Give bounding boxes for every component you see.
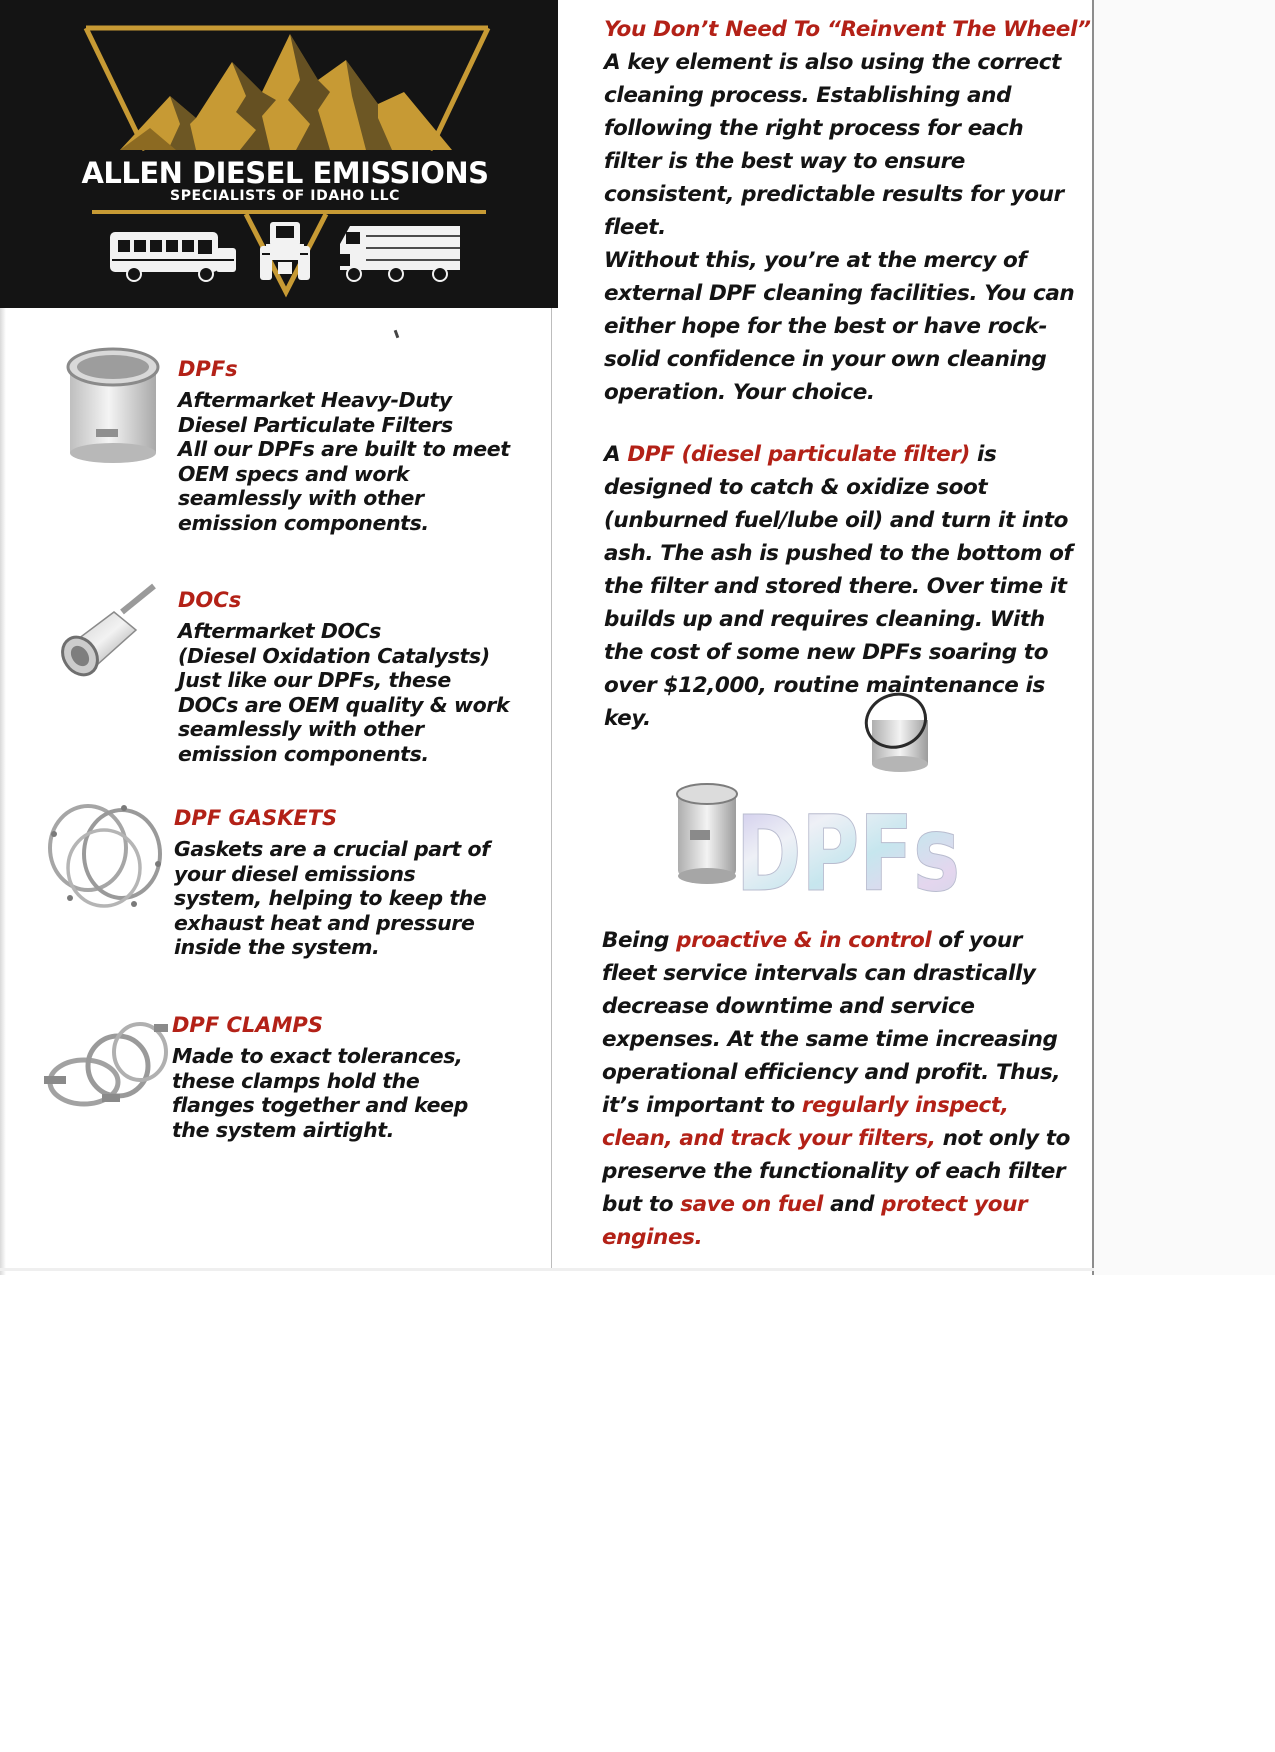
gasket-rings-icon: [40, 794, 170, 919]
text-run: Being: [602, 928, 670, 953]
school-bus-icon: [110, 232, 236, 281]
brand-subtitle: SPECIALISTS OF IDAHO LLC: [170, 188, 400, 204]
product-title: DPFs: [178, 357, 238, 381]
dpf-canister-icon: [58, 345, 168, 465]
paragraph-dpf-definition: [604, 438, 1084, 735]
highlight-proactive: proactive & in control: [676, 928, 932, 953]
paragraph-choice: Without this, you’re at the mercy of external DPF cleaning facilities. You can either hope for the best or have rock-solid confidence in your own cleaning operation. Your choice.: [604, 248, 1075, 405]
panel-bottom-edge: [0, 1268, 1094, 1271]
product-title: DOCs: [178, 588, 242, 612]
product-description: Aftermarket DOCs (Diesel Oxidation Catalysts) Just like our DPFs, these DOCs are OEM quality & work seamlessly with other emission components.: [178, 619, 510, 766]
text-run: and: [830, 1192, 875, 1217]
reinvent-section: [604, 14, 1091, 409]
highlight-protect-engines: protect your engines.: [602, 1192, 1028, 1250]
dpfs-graphic-text: DPFs: [736, 793, 960, 915]
paragraph-proactive: [602, 924, 1072, 1254]
tractor-icon: [260, 222, 310, 280]
scan-speck: [394, 330, 400, 339]
dpfs-graphic: [670, 712, 970, 915]
text-run: is designed to catch & oxidize soot (unburned fuel/lube oil) and turn it into ash. The ash is pushed to the bottom of the filter and stored there. Over time it builds up and requires cleaning. With the cost of some new DPFs soaring to over $12,000, routine maintenance is key.: [604, 442, 1073, 731]
product-gaskets: [174, 805, 544, 960]
product-description: Gaskets are a crucial part of your diesel emissions system, helping to keep the exhaust heat and pressure inside the system.: [174, 837, 490, 959]
panel-edge: [1092, 0, 1094, 1275]
text-run: not only to preserve the functionality of each filter but to: [602, 1126, 1071, 1217]
highlight-save-fuel: save on fuel: [680, 1192, 823, 1217]
text-run: A: [604, 442, 621, 467]
paragraph-process: A key element is also using the correct cleaning process. Establishing and following the right process for each filter is the best way to ensure consistent, predictable results for your fleet.: [604, 50, 1064, 240]
product-title: DPF GASKETS: [174, 806, 338, 830]
product-docs: [178, 587, 538, 766]
product-description: Aftermarket Heavy-Duty Diesel Particulate Filters All our DPFs are built to meet OEM specs and work seamlessly with other emission components.: [178, 388, 510, 535]
brand-logo: [0, 0, 558, 308]
mountain-range-icon: [120, 34, 452, 150]
product-description: Made to exact tolerances, these clamps hold the flanges together and keep the system airtight.: [172, 1044, 468, 1142]
brand-name: ALLEN DIESEL EMISSIONS: [81, 156, 489, 190]
brand-header: [0, 0, 558, 308]
highlight-dpf-term: DPF (diesel particulate filter): [627, 442, 970, 467]
section-heading: You Don’t Need To “Reinvent The Wheel”: [604, 17, 1091, 42]
product-title: DPF CLAMPS: [172, 1013, 323, 1037]
panel-margin: [1094, 0, 1275, 1275]
doc-catalyst-icon: [52, 582, 172, 692]
product-clamps: [172, 1012, 542, 1142]
semi-truck-icon: [340, 226, 460, 281]
clamps-icon: [36, 1016, 176, 1126]
highlight-inspect: regularly inspect, clean, and track your filters,: [602, 1093, 1009, 1151]
dpf-explainer: [604, 438, 1084, 735]
proactive-section: [602, 924, 1072, 1254]
text-run: of your fleet service intervals can drastically decrease downtime and service expenses. At the same time increasing operational efficiency and profit. Thus, it’s important to: [602, 928, 1061, 1118]
product-dpfs: [178, 356, 538, 535]
